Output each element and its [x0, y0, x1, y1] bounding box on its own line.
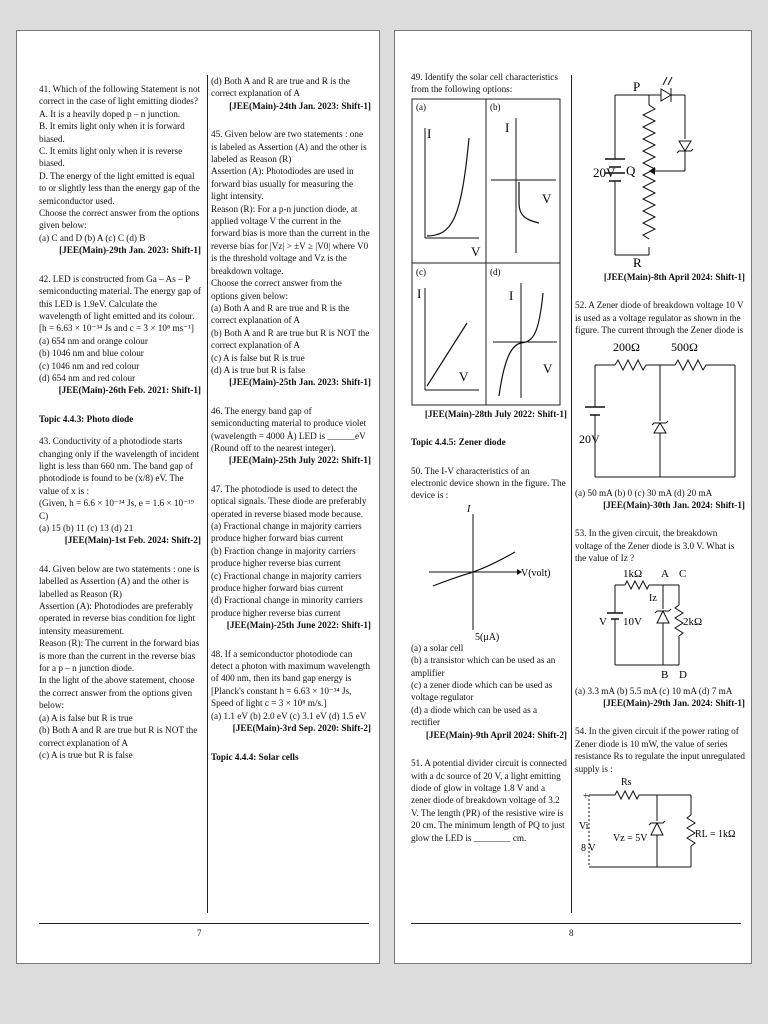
q45-option-b: (b) Both A and R are true but R is NOT the correct explanation of A [211, 327, 370, 351]
c54-plus-sign: + [583, 791, 589, 803]
q50-reference: [JEE(Main)-9th April 2024: Shift-2] [425, 729, 567, 740]
question-41 [39, 83, 201, 257]
q44-reason: Reason (R): The current in the forward bias is more than the current in the reverse bias for a p – n junction diode. [39, 638, 200, 674]
c51-led-ray [668, 77, 672, 85]
q41-options: (a) C and D (b) A (c) C (d) B [39, 232, 146, 243]
graph-c-axis-i: I [417, 285, 422, 301]
question-46 [211, 405, 371, 467]
left-column-1 [39, 83, 201, 761]
graph-b-label: (b) [490, 101, 501, 112]
c51-led-triangle [661, 89, 671, 101]
graph-a-axis-v: V [471, 243, 481, 259]
q50-option-a: (a) a solar cell [411, 642, 464, 653]
c52-zener-bar [652, 421, 668, 425]
q45-reason: Reason (R): For a p-n junction diode, at applied voltage V the current in the forward bias is more than the current in the reverse bias for |Vz| > ±V ≥ |V0| where V0 is the threshold voltage and Vz is the breakdown voltage. [211, 203, 370, 276]
left-footer-rule [39, 923, 369, 924]
q44-option-a: (a) A is false but R is true [39, 712, 133, 723]
c53-zener-triangle [657, 611, 669, 623]
q48-options: (a) 1.1 eV (b) 2.0 eV (c) 3.1 eV (d) 1.5 eV [211, 710, 367, 721]
right-footer-rule [411, 923, 741, 924]
q43-options: (a) 15 (b) 11 (c) 13 (d) 21 [39, 523, 134, 533]
c51-point-p: P [633, 79, 641, 94]
right-column-2 [575, 71, 745, 875]
graph-a-curve [427, 138, 469, 236]
q47-reference: [JEE(Main)-25th June 2022: Shift-1] [226, 620, 371, 631]
q45-assertion: Assertion (A): Photodiodes are used in forward bias usually for measuring the light intensity. [211, 166, 354, 202]
graph-b-axis-v: V [542, 190, 552, 206]
c53-source-10v: 10V [623, 615, 642, 628]
c52-zener-triangle [654, 423, 666, 433]
c51-point-r: R [633, 255, 642, 270]
q47-option-b: (b) Fraction change in majority carriers produce higher reverse bias current [211, 545, 356, 569]
q50-option-d: (d) a diode which can be used as a rectifier [411, 704, 538, 728]
c54-zener-triangle [651, 823, 663, 835]
graph-a-axis-i: I [427, 125, 432, 141]
c52-resistor-2 [675, 360, 706, 370]
c52-resistor-2-label: 500Ω [671, 339, 698, 354]
q52-reference: [JEE(Main)-30th Jan. 2024: Shift-1] [603, 500, 745, 511]
c53-resistor-2 [675, 605, 683, 636]
q41-text: 41. Which of the following Statement is not correct in the case of light emitting diodes? [39, 84, 201, 107]
graph-a-label: (a) [416, 101, 426, 112]
q50-curve [433, 552, 515, 586]
graph-d-axis-i: I [509, 287, 514, 303]
question-44 [39, 563, 201, 762]
q49-reference: [JEE(Main)-28th July 2022: Shift-1] [424, 408, 567, 419]
q53-circuit [575, 565, 745, 685]
c53-resistor-1-label: 1kΩ [623, 567, 643, 580]
q44-option-b: (b) Both A and R are true but R is NOT the correct explanation of A [39, 725, 198, 748]
q41-reference: [JEE(Main)-29th Jan. 2023: Shift-1] [59, 245, 201, 256]
q45-option-c: (c) A is false but R is true [211, 352, 305, 363]
c53-zener-bar [655, 609, 671, 613]
q47-text: 47. The photodiode is used to detect the optical signals. These diode are preferably operated in reverse biased mode because. [211, 483, 367, 519]
q54-circuit [575, 775, 745, 875]
graph-d-axis-v: V [543, 360, 553, 376]
q45-reference: [JEE(Main)-25th Jan. 2023: Shift-1] [229, 377, 371, 388]
right-page [394, 30, 752, 964]
q43-reference: [JEE(Main)-1st Feb. 2024: Shift-2] [64, 535, 201, 546]
q45-option-d: (d) A is true but R is false [211, 364, 306, 375]
c51-zener-triangle [679, 141, 691, 151]
c52-resistor-1 [615, 360, 646, 370]
topic-heading-solar-cells: Topic 4.4.4: Solar cells [211, 751, 299, 762]
graph-c-label: (c) [416, 266, 426, 277]
q41-stmt-d: D. The energy of the light emitted is equal to or slightly less than the energy gap of the semiconductor used. [39, 170, 200, 206]
q47-option-d: (d) Fractional change in minority carriers produce higher reverse bias current [211, 595, 363, 618]
q47-option-c: (c) Fractional change in majority carriers produce higher forward bias current [211, 570, 362, 594]
c53-resistor-2-label: 2kΩ [683, 615, 703, 628]
left-column-divider [207, 75, 208, 913]
topic-heading-zener-diode: Topic 4.4.5: Zener diode [411, 437, 506, 448]
c52-source-voltage: 20V [579, 431, 600, 446]
q47-option-a: (a) Fractional change in majority carriers produce higher forward bias current [211, 521, 362, 544]
question-45 [211, 128, 371, 389]
graph-d-label: (d) [490, 266, 501, 277]
q42-reference: [JEE(Main)-26th Feb. 2021: Shift-1] [58, 385, 201, 396]
q44-reference: [JEE(Main)-24th Jan. 2023: Shift-1] [229, 100, 371, 111]
question-43 [39, 435, 201, 547]
c54-zener-bar [649, 821, 665, 825]
right-page-number: 8 [569, 928, 574, 938]
c53-current-iz: Iz [649, 592, 657, 604]
q42-option-d: (d) 654 nm and red colour [39, 372, 136, 383]
q41-instruction: Choose the correct answer from the options given below: [39, 208, 200, 231]
q45-option-a: (a) Both A and R are true and R is the correct explanation of A [211, 302, 350, 326]
q44-option-d: (d) Both A and R are true and R is the correct explanation of A [211, 76, 350, 99]
q41-stmt-b: B. It emits light only when it is forward biased. [39, 121, 185, 144]
q52-options: (a) 50 mA (b) 0 (c) 30 mA (d) 20 mA [575, 487, 713, 498]
graph-b-curve [519, 182, 539, 223]
q54-text: 54. In the given circuit if the power rating of Zener diode is 10 mW, the value of series resistance Rs to regulate the input unregulated supply is : [575, 726, 745, 774]
q46-text: 46. The energy band gap of semiconducting material to produce violet (wavelength = 4000 Å) LED is ______eV (Round off to the nearest integer). [211, 405, 367, 453]
question-48 [211, 648, 371, 735]
left-page-number: 7 [197, 928, 202, 938]
c54-series-resistor [615, 791, 639, 799]
q44-option-c: (c) A is true but R is false [39, 749, 133, 760]
q42-option-b: (b) 1046 nm and blue colour [39, 348, 144, 359]
q48-given: [Planck's constant h = 6.63 × 10⁻³⁴ Js, Speed of light c = 3 × 10⁸ m/s.] [211, 685, 352, 709]
left-page [16, 30, 380, 964]
q50-axis-microamp: 5(μA) [475, 631, 500, 642]
q51-reference: [JEE(Main)-8th April 2024: Shift-1] [603, 272, 745, 282]
q41-stmt-a: A. It is a heavily doped p – n junction. [39, 108, 181, 119]
q52-text: 52. A Zener diode of breakdown voltage 10 V is used as a voltage regulator as shown in the figure. The current through the Zener diode is [575, 300, 744, 336]
q41-stmt-c: C. It emits light only when it is reverse biased. [39, 146, 183, 169]
q43-text: 43. Conductivity of a photodiode starts changing only if the wavelength of incident light is less than 660 nm. The band gap of photodiode is found to be (x/8) eV. The value of x is : [39, 436, 200, 496]
c53-source-v: V [599, 615, 607, 628]
c52-resistor-1-label: 200Ω [613, 339, 640, 354]
question-42 [39, 273, 201, 397]
c53-resistor-1 [625, 581, 649, 589]
q44-instruction: In the light of the above statement, choose the correct answer from the options given below: [39, 675, 195, 711]
q50-option-c: (c) a zener diode which can be used as voltage regulator [411, 680, 553, 703]
q53-options: (a) 3.3 mA (b) 5.5 mA (c) 10 mA (d) 7 mA [575, 685, 733, 696]
q51-text: 51. A potential divider circuit is connected with a dc source of 20 V, a light emitting diode of glow in voltage 1.8 V and a zener diode of breakdown voltage of 3.2 V. The length (PR) of the resistive wire is 20 cm. The minimum length of PQ to just glow the LED is ________ cm. [411, 758, 567, 843]
q53-reference: [JEE(Main)-29th Jan. 2024: Shift-1] [603, 698, 745, 709]
q42-text: 42. LED is constructed from Ga – As – P semiconducting material. The energy gap of this LED is 1.9eV. Calculate the wavelength of light emitted and its colour. [h = 6.63 × 10⁻³⁴ Js and c = 3 × 10⁸ ms⁻¹] [39, 273, 201, 334]
q46-reference: [JEE(Main)-25th July 2022: Shift-1] [228, 455, 371, 466]
q50-text: 50. The I-V characteristics of an electronic device shown in the figure. The device is : [411, 465, 566, 501]
q44-assertion: Assertion (A): Photodiodes are preferably operated in reverse bias condition for light intensity measurement. [39, 601, 196, 636]
q50-iv-graph [411, 502, 561, 642]
c54-load-resistor-label: RL = 1kΩ [695, 829, 736, 841]
q52-circuit [575, 337, 745, 487]
c54-load-resistor [687, 815, 695, 846]
q42-option-a: (a) 654 nm and orange colour [39, 335, 148, 346]
right-column-1 [411, 71, 567, 844]
c54-zener-vz: Vz = 5V [613, 833, 648, 845]
q43-given: (Given, h = 6.6 × 10⁻³⁴ Js, e = 1.6 × 10⁻¹⁹ C) [39, 498, 194, 521]
c51-source-voltage: 20V [593, 165, 616, 180]
c53-point-d: D [679, 668, 687, 681]
q50-option-b: (b) a transistor which can be used as an amplifier [411, 655, 556, 678]
q45-text: 45. Given below are two statements : one is labeled as Assertion (A) and the other is labeled as Reason (R) [211, 129, 367, 165]
c53-point-c: C [679, 567, 687, 580]
c54-input-8v: 8 V [581, 843, 596, 855]
c54-series-resistor-label: Rs [621, 777, 632, 789]
q49-text: 49. Identify the solar cell characteristics from the following options: [411, 72, 558, 95]
q45-instruction: Choose the correct answer from the options given below: [211, 278, 342, 301]
c53-point-a: A [661, 567, 669, 580]
c51-point-q: Q [626, 163, 636, 178]
q50-axis-v: V(volt) [521, 567, 551, 579]
question-47 [211, 483, 371, 632]
topic-heading-photo-diode: Topic 4.4.3: Photo diode [39, 413, 134, 424]
q42-option-c: (c) 1046 nm and red colour [39, 360, 140, 371]
q51-circuit [575, 71, 745, 271]
c54-input-vi: Vi [579, 821, 589, 833]
q49-option-graphs [411, 98, 561, 408]
q44-text: 44. Given below are two statements : one is labelled as Assertion (A) and the other is labelled as Reason (R) [39, 563, 200, 599]
graph-c-axis-v: V [459, 368, 469, 384]
q48-reference: [JEE(Main)-3rd Sep. 2020: Shift-2] [232, 723, 371, 734]
left-column-2 [211, 75, 371, 763]
c51-slider-arrow [649, 167, 655, 175]
q50-axis-i: I [467, 503, 471, 515]
q53-text: 53. In the given circuit, the breakdown voltage of the Zener diode is 3.0 V. What is the value of Iz ? [575, 528, 735, 564]
c53-point-b: B [661, 668, 669, 681]
graph-b-axis-i: I [505, 119, 510, 135]
right-column-divider [571, 75, 572, 913]
q48-text: 48. If a semiconductor photodiode can detect a photon with maximum wavelength of 400 nm, then its band gap energy is [211, 648, 370, 684]
c51-led-ray [663, 77, 667, 85]
